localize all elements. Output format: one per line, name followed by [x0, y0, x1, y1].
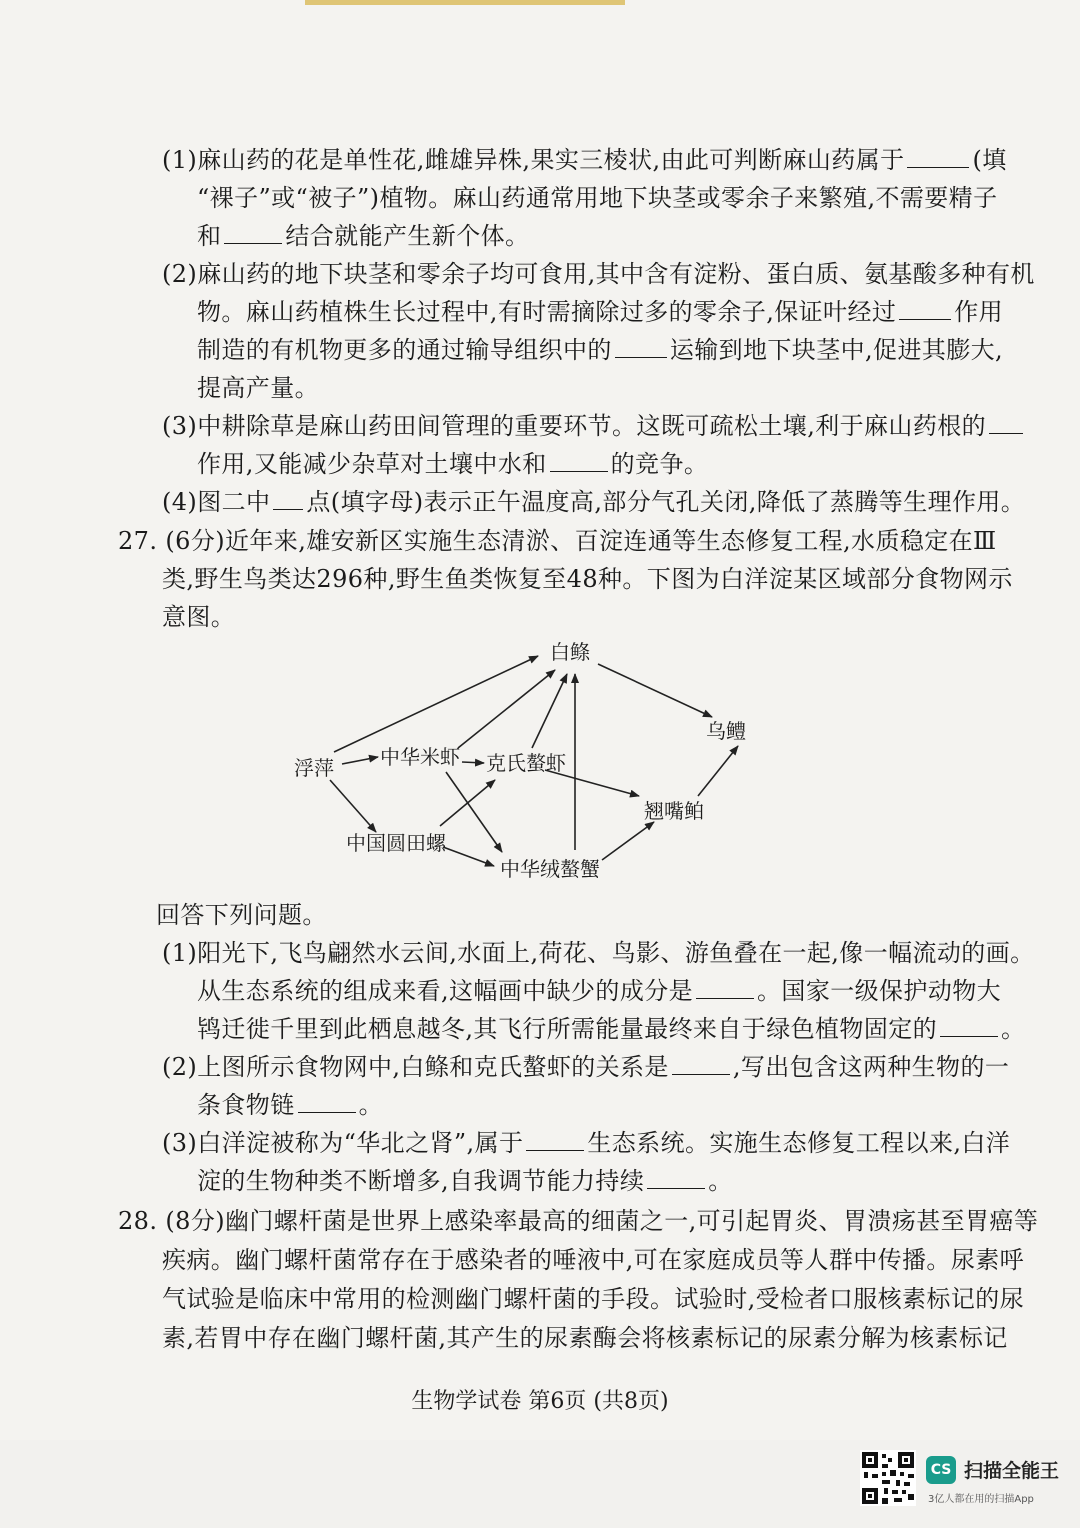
q27-p2-line1: (2)上图所示食物网中,白鲦和克氏螯虾的关系是 ,写出包含这两种生物的一 — [162, 1053, 1010, 1081]
scanner-app-name: 扫描全能王 — [964, 1460, 1060, 1482]
node-fuping: 浮萍 — [294, 756, 334, 780]
q26-p1-line2: “裸子”或“被子”)植物。麻山药通常用地下块茎或零余子来繁殖,不需要精子 — [197, 184, 998, 212]
q28-line1: 28. (8分)幽门螺杆菌是世界上感染率最高的细菌之一,可引起胃炎、胃溃疡甚至胃癌等 — [118, 1207, 1039, 1235]
node-keshi-aoxia: 克氏螯虾 — [486, 751, 566, 775]
q26-p1-line3: 和 结合就能产生新个体。 — [197, 222, 530, 250]
qr-code-icon — [860, 1450, 916, 1506]
arrow-fuping-mixia — [342, 757, 378, 764]
node-chizui-ba: 翘嘴鲌 — [644, 799, 704, 823]
q28-line3: 气试验是临床中常用的检测幽门螺杆菌的手段。试验时,受检者口服核素标记的尿 — [162, 1285, 1025, 1313]
arrow-yuantianluo-rongaoxie — [443, 847, 494, 866]
arrow-rongaoxie-chizui — [602, 822, 654, 860]
q27-line3: 意图。 — [162, 603, 236, 631]
q27-line1: 27. (6分)近年来,雄安新区实施生态清淤、百淀连通等生态修复工程,水质稳定在Ⅲ — [118, 527, 997, 555]
node-rongaoxie: 中华绒螯蟹 — [500, 857, 600, 881]
answer-blank[interactable] — [526, 1130, 584, 1151]
node-baitiao: 白鲦 — [550, 640, 590, 664]
camscanner-logo-icon: CS — [926, 1456, 956, 1484]
answer-blank[interactable] — [696, 978, 754, 999]
q27-p3-line2: 淀的生物种类不断增多,自我调节能力持续 。 — [197, 1167, 733, 1195]
q26-p2-line1: (2)麻山药的地下块茎和零余子均可食用,其中含有淀粉、蛋白质、氨基酸多种有机 — [162, 260, 1035, 288]
q27-p2-line2: 条食物链 。 — [197, 1091, 384, 1119]
arrow-mixia-keshi — [462, 762, 484, 763]
q27-p1-line2: 从生态系统的组成来看,这幅画中缺少的成分是 。国家一级保护动物大 — [197, 977, 1002, 1005]
scanner-slogan: 3亿人都在用的扫描App — [928, 1494, 1034, 1505]
node-yuantianluo: 中国圆田螺 — [346, 831, 446, 855]
q27-p1-line3: 鸨迁徙千里到此栖息越冬,其飞行所需能量最终来自于绿色植物固定的 。 — [197, 1015, 1026, 1043]
q27-p1-line1: (1)阳光下,飞鸟翩然水云间,水面上,荷花、鸟影、游鱼叠在一起,像一幅流动的画。 — [162, 939, 1035, 967]
q26-p4-line1: (4)图二中 点(填字母)表示正午温度高,部分气孔关闭,降低了蒸腾等生理作用。 — [162, 488, 1026, 516]
answer-blank[interactable] — [940, 1016, 998, 1037]
q28-line4: 素,若胃中存在幽门螺杆菌,其产生的尿素酶会将核素标记的尿素分解为核素标记 — [162, 1324, 1008, 1352]
q26-p2-line4: 提高产量。 — [197, 374, 319, 402]
answer-blank[interactable] — [647, 1168, 705, 1189]
page-footer: 生物学试卷 第6页 (共8页) — [411, 1389, 669, 1414]
node-zhonghua-mixia: 中华米虾 — [380, 745, 460, 769]
q27-line2: 类,野生鸟类达296种,野生鱼类恢复至48种。下图为白洋淀某区域部分食物网示 — [162, 565, 1013, 593]
arrow-mixia-baitiao — [458, 670, 555, 748]
q27-p3-line1: (3)白洋淀被称为“华北之肾”,属于 生态系统。实施生态修复工程以来,白洋 — [162, 1129, 1011, 1157]
q26-p1-line1: (1)麻山药的花是单性花,雌雄异株,果实三棱状,由此可判断麻山药属于 (填 — [162, 146, 1007, 174]
arrow-mixia-rongaoxie — [446, 772, 502, 852]
arrow-baitiao-wuli — [598, 664, 712, 717]
q26-p2-line3: 制造的有机物更多的通过输导组织中的 运输到地下块茎中,促进其膨大, — [197, 336, 1004, 364]
q26-p2-line2: 物。麻山药植株生长过程中,有时需摘除过多的零余子,保证叶经过 作用 — [197, 298, 1004, 326]
q26-p3-line2: 作用,又能减少杂草对土壤中水和 的竞争。 — [197, 450, 709, 478]
q28-line2: 疾病。幽门螺杆菌常存在于感染者的唾液中,可在家庭成员等人群中传播。尿素呼 — [162, 1246, 1025, 1274]
arrow-fuping-baitiao — [334, 656, 538, 752]
scanner-watermark — [860, 1450, 1070, 1515]
q26-p3-line1: (3)中耕除草是麻山药田间管理的重要环节。这既可疏松土壤,利于麻山药根的 — [162, 411, 1026, 441]
node-wuli: 乌鳢 — [706, 719, 746, 743]
q27-answer-intro: 回答下列问题。 — [156, 901, 327, 929]
arrow-chizui-wuli — [698, 746, 738, 796]
arrow-fuping-yuantianluo — [330, 780, 376, 832]
answer-blank[interactable] — [298, 1092, 356, 1113]
arrow-yuantianluo-keshi — [440, 780, 495, 826]
answer-blank[interactable] — [672, 1054, 730, 1075]
